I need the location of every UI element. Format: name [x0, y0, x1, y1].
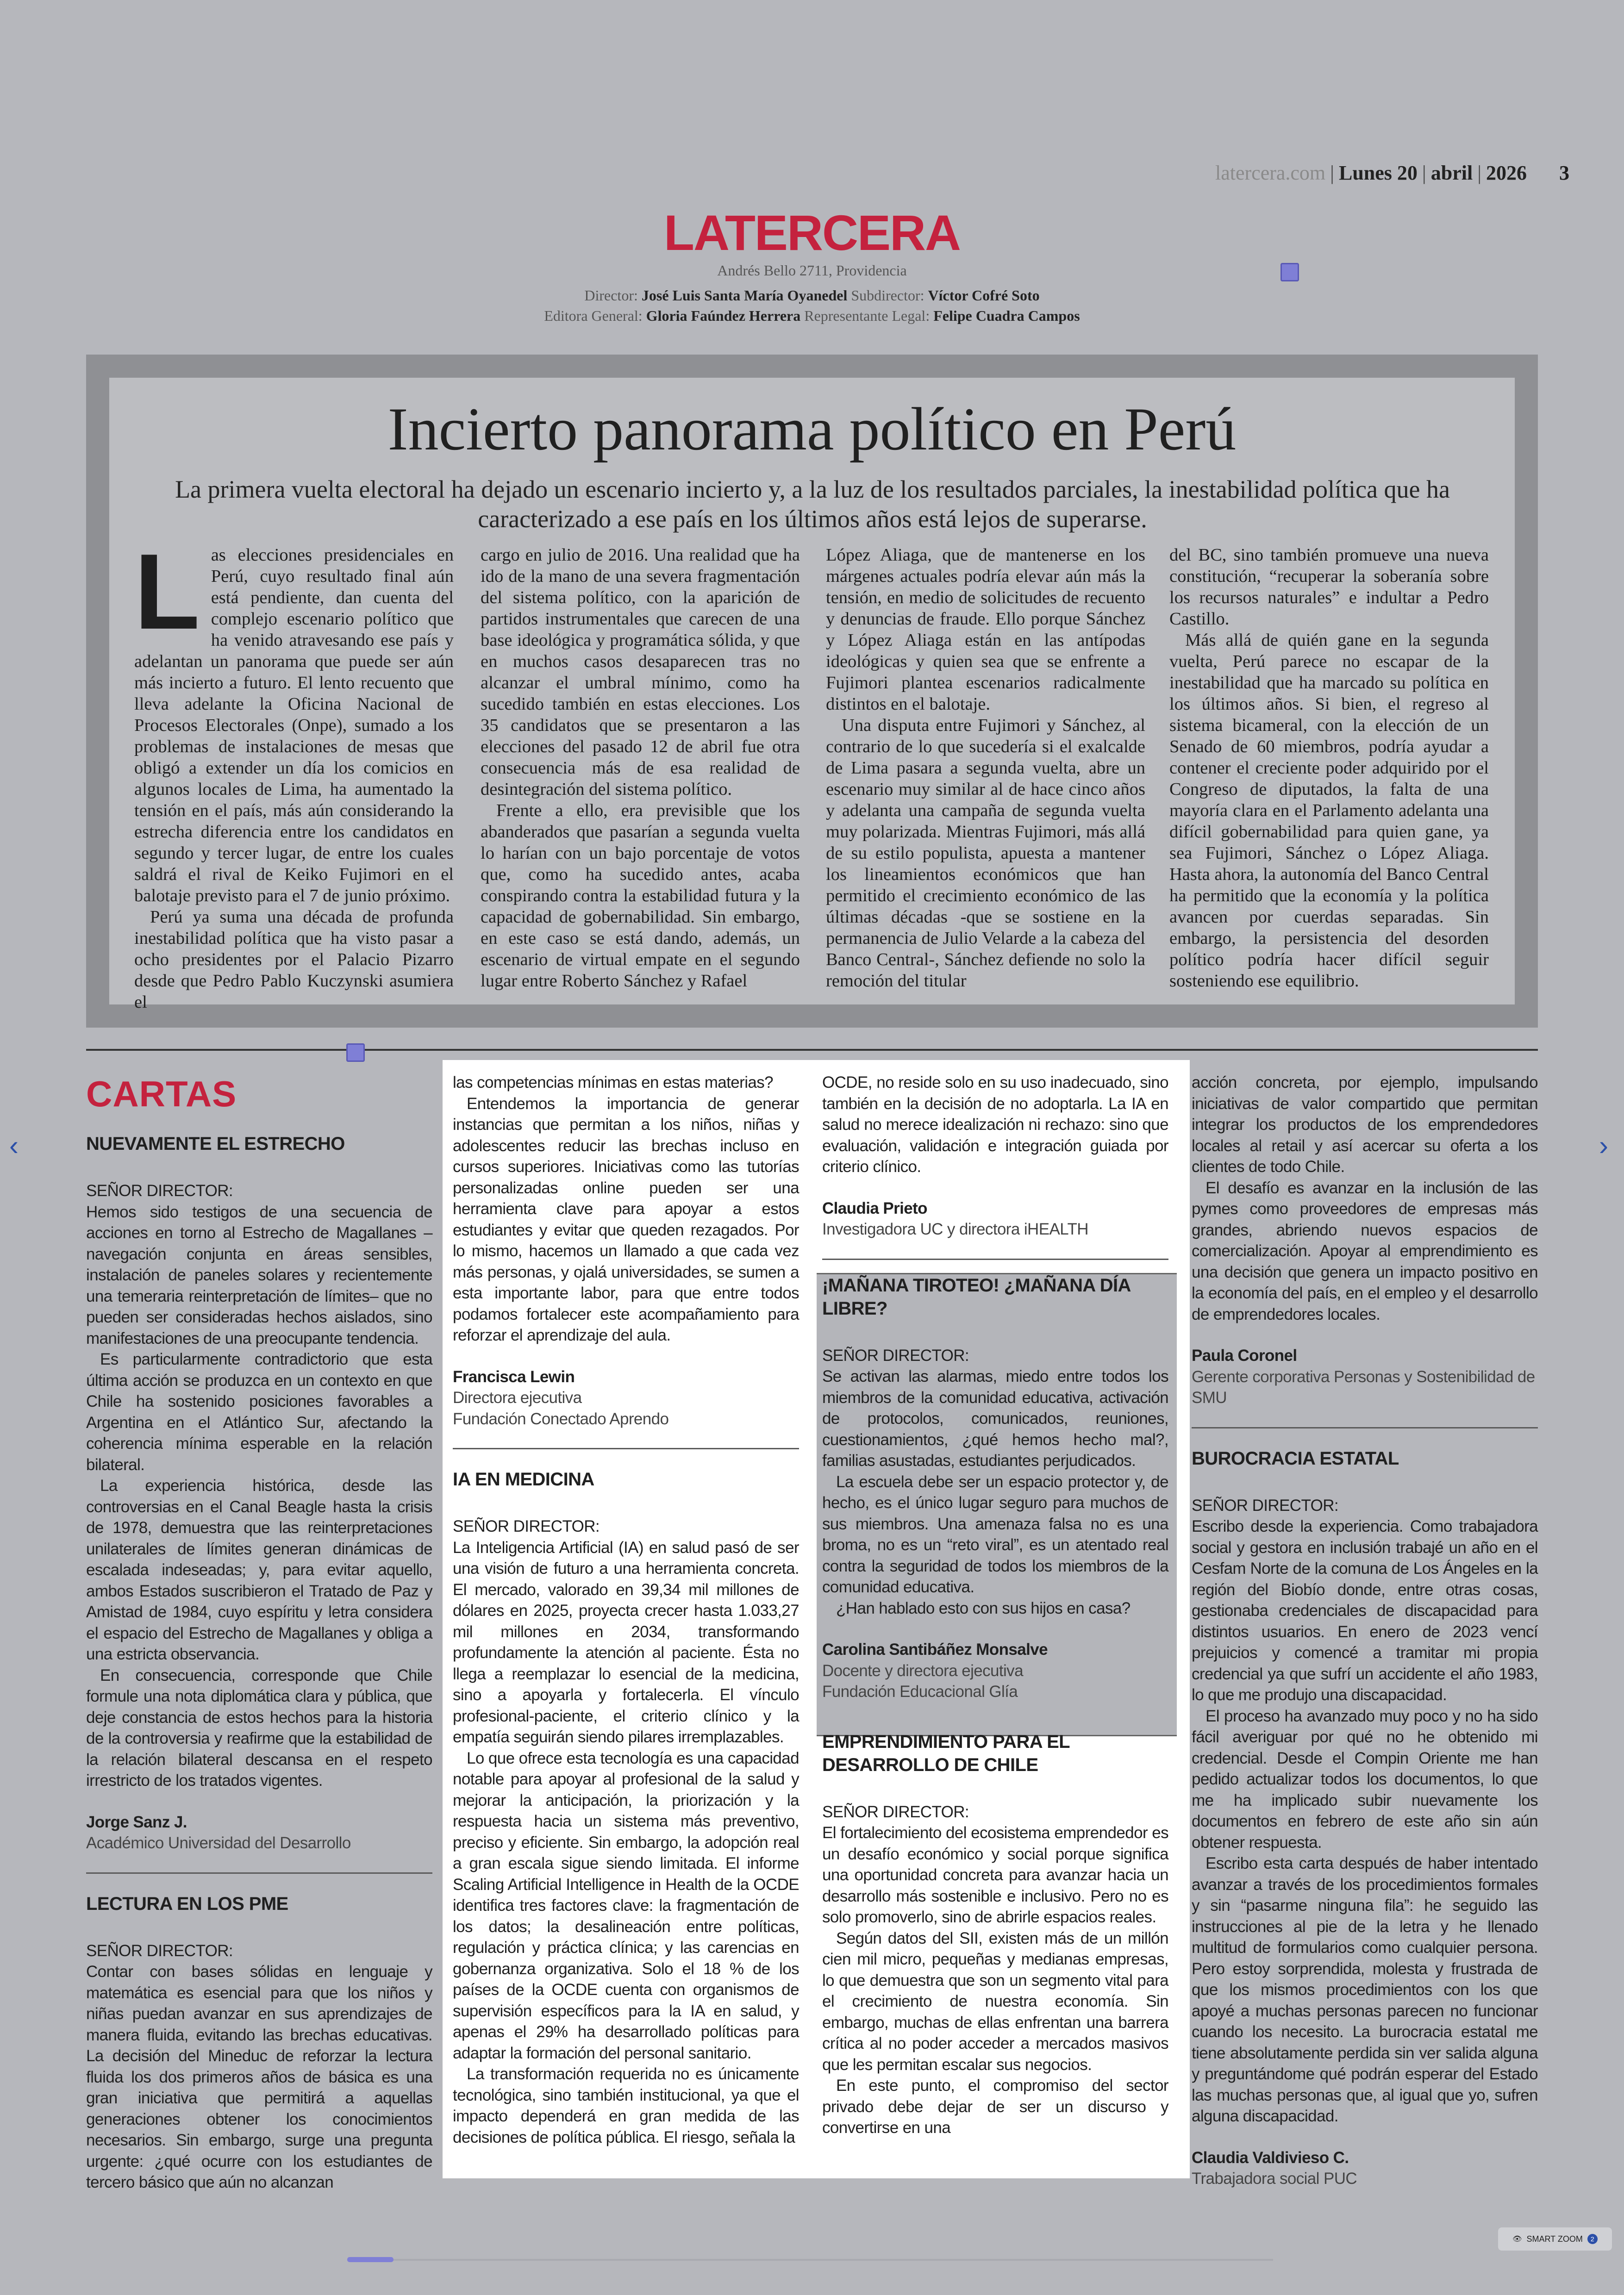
smart-zoom-button[interactable] [1498, 2227, 1612, 2251]
letter-role: Fundación Educacional Glía [822, 1683, 1018, 1701]
editorial-title: Incierto panorama político en Perú [387, 395, 1237, 463]
hotspot-marker-top[interactable] [1280, 263, 1299, 281]
letter-paragraph: El desafío es avanzar en la inclusión de las pymes como proveedores de empresas más grandes, abriendo nuevos espacios de comercialización. Apoyar al emprendimiento es una decisión que genera un impacto positivo en la economía del país, en el empleo y el desarrollo de emprendedores locales. [1192, 1179, 1538, 1323]
hotspot-marker-mid[interactable] [346, 1043, 365, 1062]
page-scrollbar-thumb[interactable] [347, 2257, 394, 2262]
page-header-line: latercera.com | Lunes 20 | abril | 2026 3 [1215, 162, 1569, 184]
letter-paragraph: La experiencia histórica, desde las controversias en el Canal Beagle hasta la crisis de 1978, demuestra que las reinterpretaciones unilaterales de límites generan dinámicas de escalada indeseadas; y, para evitar aquello, ambos Estados suscribieron el Tratado de Paz y Amistad de 1984, cuyo espíritu y letra considera el espacio del Estrecho de Magallanes y obliga a una estricta observancia. [86, 1477, 432, 1663]
letter-paragraph: Contar con bases sólidas en lenguaje y matemática es esencial para que los niños y niñas puedan avanzar en sus aprendizajes de manera fluida, evitando las brechas educativas. La decisión del Mineduc de reforzar la lectura fluida los dos primeros años de básica es una gran iniciativa que permitirá a aquellas generaciones obtener los conocimientos necesarios. Sin embargo, surge una pregunta urgente: ¿qué ocurre con los estudiantes de tercero básico que aún no alcanzan [86, 1963, 432, 2191]
editorial-paragraph: Frente a ello, era previsible que los abanderados que pasarían a segunda vuelta lo harían con un bajo porcentaje de votos que, como ha sucedido antes, acaba conspirando contra la estabilidad futura y la capacidad de gobernabilidad. Sin embargo, en este caso se está dando, además, un escenario de virtual empate en el segundo lugar entre Roberto Sánchez y Rafael [481, 801, 800, 991]
letter-role: Trabajadora social PUC [1192, 2170, 1357, 2188]
letter-signature: Claudia Valdivieso C. [1192, 2148, 1349, 2167]
next-page-button[interactable] [1599, 1129, 1608, 1161]
subdirector-name: Víctor Cofré Soto [928, 287, 1040, 304]
letter-salutation: SEÑOR DIRECTOR: [822, 1346, 969, 1365]
letter-signature: Jorge Sanz J. [86, 1813, 187, 1831]
address: Andrés Bello 2711, Providencia [717, 262, 907, 279]
editorial-paragraph: del BC, sino también promueve una nueva constitución, “recuperar la soberanía sobre los recursos naturales” e indultar a Pedro Castillo. [1169, 545, 1489, 629]
letter-signature: Paula Coronel [1192, 1347, 1297, 1365]
letter-role: Fundación Conectado Aprendo [453, 1409, 669, 1428]
editorial-column-2 [481, 544, 800, 992]
letters-section-title: CARTAS [86, 1073, 237, 1114]
letter-salutation: SEÑOR DIRECTOR: [453, 1517, 600, 1535]
eye-icon: 👁 [1512, 2235, 1522, 2243]
letter-paragraph: En este punto, el compromiso del sector privado debe dejar de ser un discurso y convertirse en una [822, 2077, 1168, 2137]
letters-column-2 [453, 1072, 799, 2148]
editorial-subtitle: La primera vuelta electoral ha dejado un escenario incierto y, a la luz de los resultados parciales, la inestabilidad política que ha caracterizado a ese país en los últimos años está lejos de superarse. [175, 475, 1450, 533]
editorial-paragraph: as elecciones presidenciales en Perú, cuyo resultado final aún está pendiente, dan cuenta del complejo escenario político que ha venido atravesando ese país y adelantan un panorama que puede ser aún más incierto a futuro. El lento recuento que lleva adelante la Oficina Nacional de Procesos Electorales (Onpe), sumado a los problemas de instalaciones de mesas que obligó a extender un día los comicios en algunos locales de Lima, ha aumentado la tensión en el país, más aún considerando la estrecha diferencia entre los candidatos en segundo y tercer lugar, de entre los cuales saldrá el rival de Keiko Fujimori en el balotaje previsto para el 7 de junio próximo. [134, 545, 454, 905]
letter-paragraph: Escribo desde la experiencia. Como trabajadora social y gestora en inclusión trabajé un año en el Cesfam Norte de la comuna de Los Ángeles en la región del Biobío donde, entre otras cosas, gestionaba credenciales de discapacidad para distintos usuarios. En enero de 2023 vencí prejuicios y comencé a tramitar mi propia credencial ya que sufrí un accidente el año 1983, lo que me produjo una discapacidad. [1192, 1517, 1538, 1704]
letters-column-1 [86, 1132, 432, 2193]
letter-signature: Claudia Prieto [822, 1199, 927, 1217]
staff-line-2 [0, 307, 1624, 324]
letter-paragraph: Es particularmente contradictorio que esta última acción se produzca en un contexto en que Chile ha sostenido posiciones favorables a Argentina en el Atlántico Sur, afectando la coherencia mínima esperable en la relación bilateral. [86, 1350, 432, 1474]
staff-line-1 [0, 287, 1624, 304]
letter-paragraph: La escuela debe ser un espacio protector y, de hecho, es el único lugar seguro para muchos de sus miembros. Una amenaza falsa no es una broma, no es un “reto viral”, es un atentado real contra la seguridad de todos los miembros de la comunidad educativa. [822, 1472, 1168, 1596]
page-scrollbar-track[interactable] [347, 2259, 1273, 2261]
letters-column-4 [1192, 1072, 1538, 2189]
drop-cap: L [134, 532, 200, 652]
letter-paragraph: El fortalecimiento del ecosistema emprendedor es un desafío económico y social porque significa una oportunidad concreta para avanzar hacia un desarrollo más sostenible e inclusivo. Pero no es solo promoverlo, sino de abrirle espacios reales. [822, 1824, 1168, 1926]
editor-label: Editora General: [544, 307, 643, 324]
letter-headline: IA EN MEDICINA [453, 1469, 594, 1490]
date-year: 2026 [1486, 162, 1527, 184]
letter-role: Académico Universidad del Desarrollo [86, 1834, 351, 1852]
letter-headline: NUEVAMENTE EL ESTRECHO [86, 1134, 345, 1154]
letter-separator [86, 1872, 432, 1874]
letter-paragraph: ¿Han hablado esto con sus hijos en casa? [836, 1599, 1131, 1617]
editorial-column-4 [1169, 544, 1489, 992]
letter-role: Directora ejecutiva [453, 1389, 582, 1407]
smart-zoom-label: SMART ZOOM [1526, 2234, 1583, 2244]
letter-paragraph: Escribo esta carta después de haber intentado avanzar a través de los procedimientos formales y sin “pasarme ninguna fila”: he seguido las instrucciones al pie de la letra y he llenado multitud de formularios como cualquier persona. Pero estoy sorprendida, molesta y frustrada de que los mismos procedimientos con los que apoyé a muchas personas parecen no funcionar cuando los necesito. La burocracia estatal me tiene absolutamente perdida sin ver salida alguna y preguntándome qué podrán esperar del Estado las muchas personas que, al igual que yo, sufren alguna discapacidad. [1192, 1854, 1538, 2125]
editor-name: Gloria Faúndez Herrera [646, 307, 801, 324]
date-day: Lunes 20 [1338, 162, 1418, 184]
letter-paragraph: Lo que ofrece esta tecnología es una capacidad notable para apoyar al profesional de la salud y mejorar la anticipación, la priorización y la respuesta hacia un sistema más preventivo, preciso y eficiente. Sin embargo, la adopción real a gran escala sigue siendo limitada. El informe Scaling Artificial Intelligence in Health de la OCDE identifica tres factores clave: la fragmentación de los datos; la desalineación entre políticas, regulación y práctica clínica; y las carencias en gobernanza organizativa. Solo el 18 % de los países de la OCDE cuenta con organismos de supervisión específicos para la IA en salud, y apenas el 29% ha desarrollado políticas para adaptar la formación del personal sanitario. [453, 1749, 799, 2062]
letter-role: Gerente corporativa Personas y Sostenibilidad de SMU [1192, 1367, 1535, 1407]
smart-zoom-badge: 2 [1587, 2234, 1598, 2244]
letter-paragraph: En consecuencia, corresponde que Chile formule una nota diplomática clara y pública, que deje constancia de estos hechos para la historia de la controversia y reafirme que la estabilidad de la relación bilateral descansa en el respeto irrestricto de los tratados vigentes. [86, 1666, 432, 1790]
legal-name: Felipe Cuadra Campos [933, 307, 1080, 324]
letter-headline: EMPRENDIMIENTO PARA EL DESARROLLO DE CHILE [822, 1731, 1070, 1775]
letter-salutation: SEÑOR DIRECTOR: [86, 1941, 233, 1960]
letter-salutation: SEÑOR DIRECTOR: [86, 1182, 233, 1200]
editorial-paragraph: López Aliaga, que de mantenerse en los márgenes actuales podría elevar aún más la tensión, en medio de solicitudes de recuento y denuncias de fraude. Ello porque Sánchez y López Aliaga están en las antípodas ideológicas y quien sea que se enfrente a Fujimori plantea escenarios radicalmente distintos en el balotaje. [826, 545, 1145, 714]
page-number: 3 [1559, 162, 1569, 184]
letter-salutation: SEÑOR DIRECTOR: [1192, 1496, 1339, 1515]
letter-separator [453, 1448, 799, 1449]
letter-paragraph: El proceso ha avanzado muy poco y no ha sido fácil averiguar por qué no he obtenido mi credencial. Desde el Compin Oriente me han pedido actualizar todos los documentos, lo que me ha implicado subir nuevamente los documentos en febrero de este año sin aún obtener respuesta. [1192, 1707, 1538, 1852]
editorial-column-1 [134, 532, 454, 1013]
editorial-paragraph: Perú ya suma una década de profunda inestabilidad política que ha visto pasar a ocho presidentes por el Palacio Pizarro desde que Pedro Pablo Kuczynski asumiera el [134, 907, 454, 1012]
director-label: Director: [584, 287, 638, 304]
subdirector-label: Subdirector: [851, 287, 924, 304]
date-month: abril [1430, 162, 1473, 184]
prev-page-button[interactable] [9, 1129, 19, 1161]
letter-paragraph: Según datos del SII, existen más de un millón cien mil micro, pequeñas y medianas empresas, lo que demuestra que son un segmento vital para el crecimiento de nuestra economía. Sin embargo, muchas de ellas enfrentan una barrera crítica al no poder acceder a mercados masivos que les permitan escalar sus negocios. [822, 1929, 1168, 2074]
letter-paragraph: La transformación requerida no es únicamente tecnológica, sino también institucional, ya que el impacto dependerá en gran medida de las decisiones de política pública. El riesgo, señala la [453, 2065, 799, 2146]
letter-role: Docente y directora ejecutiva [822, 1661, 1023, 1680]
editorial-column-3 [826, 544, 1145, 992]
letter-headline: LECTURA EN LOS PME [86, 1893, 288, 1914]
letter-paragraph: OCDE, no reside solo en su uso inadecuado, sino también en la decisión de no adoptarla. La IA en salud no merece idealización ni rechazo: sino que evaluación, validación e integración guiada por criterio clínico. [822, 1073, 1168, 1176]
section-divider [86, 1049, 1538, 1051]
brand-logo: LATERCERA [664, 205, 960, 261]
letters-column-3 [822, 1072, 1168, 2139]
letter-signature: Francisca Lewin [453, 1367, 575, 1386]
editorial-paragraph: Una disputa entre Fujimori y Sánchez, al contrario de lo que sucedería si el exalcalde de Lima pasara a segunda vuelta, abre un escenario muy similar al de hace cinco años y adelanta una campaña de segunda vuelta muy polarizada. Mientras Fujimori, más allá de su estilo populista, apuesta a mantener los lineamientos económicos que han permitido el crecimiento económico de las últimas décadas -que se sostiene en la permanencia de Julio Velarde a la cabeza del Banco Central-, Sánchez defiende no solo la remoción del titular [826, 716, 1145, 991]
legal-label: Representante Legal: [804, 307, 930, 324]
chevron-left-icon: ‹ [9, 1130, 19, 1161]
letter-headline: ¡MAÑANA TIROTEO! ¿MAÑANA DÍA LIBRE? [822, 1275, 1131, 1319]
site-name[interactable]: latercera.com [1215, 162, 1326, 184]
letter-role: Investigadora UC y directora iHEALTH [822, 1220, 1088, 1238]
editorial-paragraph: cargo en julio de 2016. Una realidad que ha ido de la mano de una severa fragmentación del sistema político, con la aparición de partidos instrumentales que carecen de una base ideológica y programática sólida, y que en muchos casos desaparecen tras no alcanzar el umbral mínimo, como ha sucedido también en estas elecciones. Los 35 candidatos que se presentaron a las elecciones del pasado 12 de abril fue otra consecuencia más de esa realidad de desintegración del sistema político. [481, 545, 800, 799]
letter-paragraph: Hemos sido testigos de una secuencia de acciones en torno al Estrecho de Magallanes –navegación conjunta en áreas sensibles, instalación de paneles solares y recientemente una temeraria reinterpretación de límites– que no pueden ser consideradas hechos aislados, sino manifestaciones de una preocupante tendencia. [86, 1203, 432, 1347]
director-name: José Luis Santa María Oyanedel [641, 287, 848, 304]
letter-salutation: SEÑOR DIRECTOR: [822, 1802, 969, 1821]
letter-paragraph: La Inteligencia Artificial (IA) en salud pasó de ser una visión de futuro a una herramienta concreta. El mercado, valorado en 39,34 mil millones de dólares en 2025, proyecta crecer hasta 1.033,27 mil millones en 2034, transformando profundamente la atención al paciente. Ésta no llega a reemplazar lo esencial de la medicina, sino a apoyarla y fortalecerla. El vínculo profesional-paciente, el criterio clínico y la empatía seguirán siendo pilares irremplazables. [453, 1538, 799, 1746]
chevron-right-icon: › [1599, 1130, 1608, 1161]
letter-signature: Carolina Santibáñez Monsalve [822, 1640, 1048, 1659]
letter-headline: BUROCRACIA ESTATAL [1192, 1448, 1399, 1469]
editorial-paragraph: Más allá de quién gane en la segunda vuelta, Perú parece no escapar de la inestabilidad que ha marcado su política en los últimos años. Si bien, el regreso al sistema bicameral, con la elección de un Senado de 60 miembros, podría ayudar a contener el creciente poder adquirido por el Congreso de diputados, la falta de una mayoría clara en el Parlamento adelanta una difícil gobernabilidad para quien gane, ya sea Fujimori, Sánchez o López Aliaga. Hasta ahora, la autonomía del Banco Central ha permitido que la economía y la política avancen por cuerdas separadas. Sin embargo, la persistencia del desorden político podría hacer difícil seguir sosteniendo ese equilibrio. [1169, 630, 1489, 991]
letter-paragraph: Entendemos la importancia de generar instancias que permitan a los niños, niñas y adolescentes reducir las brechas incluso en cursos superiores. Iniciativas como las tutorías personalizadas online pueden ser una herramienta clave para apoyar a estos estudiantes y evitar que queden rezagados. Por lo mismo, hacemos un llamado a que cada vez más personas, y ojalá universidades, se sumen a esta importante labor, para que entre todos podamos fortalecer este acompañamiento para reforzar el aprendizaje del aula. [453, 1094, 799, 1344]
letter-separator [822, 1259, 1168, 1260]
letter-paragraph: Se activan las alarmas, miedo entre todos los miembros de la comunidad educativa, activación de protocolos, comunicados, reuniones, cuestionamientos, ¿qué hemos hecho mal?, familias asustadas, estudiantes perjudicados. [822, 1367, 1168, 1470]
letter-paragraph: las competencias mínimas en estas materias? [453, 1073, 774, 1091]
letter-paragraph: acción concreta, por ejemplo, impulsando iniciativas de valor compartido que permitan integrar los productos de los emprendedores locales al retail y así acercar su oferta a los clientes de todo Chile. [1192, 1073, 1538, 1176]
letter-separator [1192, 1427, 1538, 1428]
